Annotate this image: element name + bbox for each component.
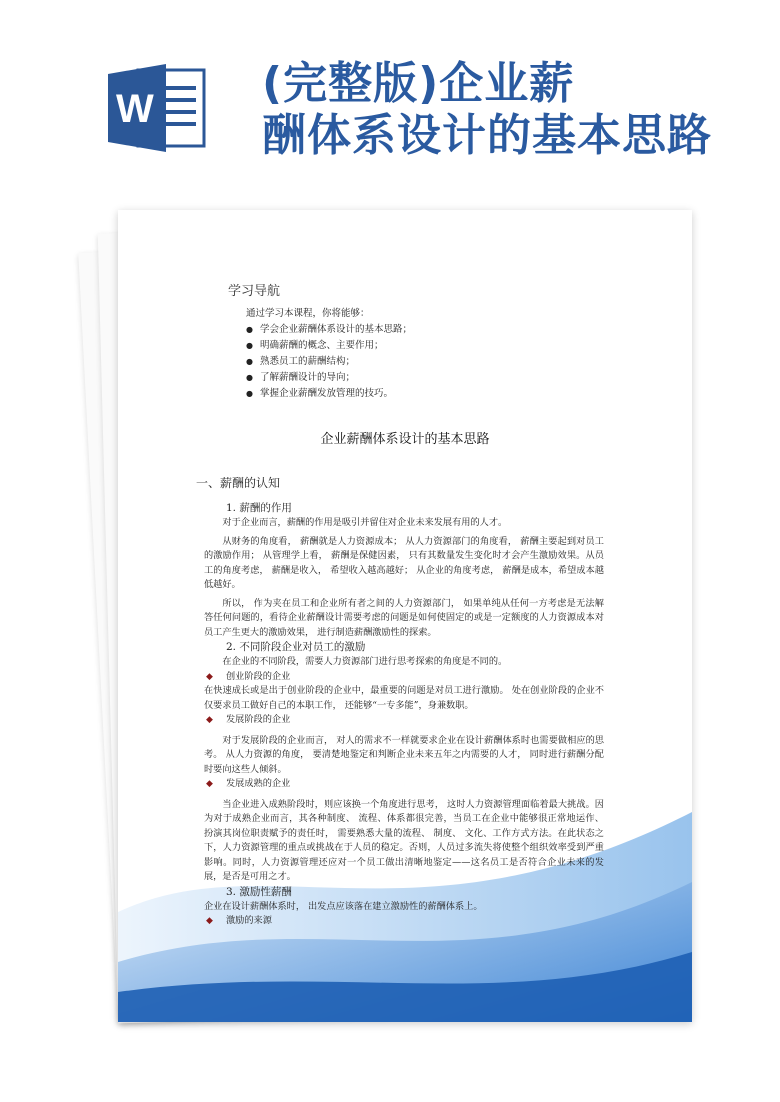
- objective-item: ● 明确薪酬的概念、主要作用；: [246, 338, 412, 354]
- document-title: 企业薪酬体系设计的基本思路: [320, 432, 490, 447]
- objective-item: ● 熟悉员工的薪酬结构；: [246, 354, 412, 370]
- objective-item: ● 掌握企业薪酬发放管理的技巧。: [246, 386, 412, 402]
- document-body: [196, 475, 604, 929]
- paragraph: 所以， 作为夹在员工和企业所有者之间的人力资源部门， 如果单纯从任何一方考虑是无法解答任何问题的，看待企业薪酬设计需要考虑的问题是如何使固定的或是一定额度的人力资源成本对员工产生更大的激励效果， 进行制造薪酬激励性的探索。: [204, 597, 604, 638]
- paragraph: 从财务的角度看， 薪酬就是人力资源成本； 从人力资源部门的角度看， 薪酬主要起到对员工的激励作用； 从管理学上看， 薪酬是保健因素， 只有其数量发生变化时才会产生激励效果。从员工的角度考虑， 薪酬是收入， 希望收入越高越好； 从企业的角度考虑， 薪酬是成本，希望成本越低越好。: [204, 535, 604, 590]
- title-line-2: 酬体系设计的基本思路: [262, 110, 712, 161]
- subsection-heading: 2. 不同阶段企业对员工的激励: [226, 641, 366, 653]
- paragraph: 对于企业而言，薪酬的作用是吸引并留住对企业未来发展有用的人才。: [222, 517, 508, 528]
- logo-letter: W: [116, 87, 154, 131]
- stage-item: ◆ 激励的来源: [204, 914, 604, 929]
- header-banner: [0, 0, 780, 200]
- paragraph: 在快速成长或是出于创业阶段的企业中，最重要的问题是对员工进行激励。 处在创业阶段的企业不仅要求员工做好自己的本职工作， 还能够“一专多能”，身兼数职。: [204, 685, 604, 711]
- objective-list: [246, 322, 412, 402]
- nav-heading: 学习导航: [228, 284, 281, 299]
- paragraph: 当企业进入成熟阶段时，则应该换一个角度进行思考， 这时人力资源管理面临着最大挑战。因为对于成熟企业而言，其各种制度、 流程、体系都很完善，当员工在企业中能够很正常地运作、 扮演其岗位职责赋予的责任时， 需要熟悉大量的流程、 制度、 文化、工作方式方法。在此状态之下，人力资源管理的重点或挑战在于人员的稳定。否则，人员过多流失将使整个组织效率受到严重影响。同时，人力资源管理还应对一个员工做出清晰地鉴定——这名员工是否符合企业未来的发展，是否是可用之才。: [204, 798, 604, 882]
- objective-item: ● 学会企业薪酬体系设计的基本思路；: [246, 322, 412, 338]
- stage-item: ◆ 创业阶段的企业: [204, 670, 604, 685]
- paragraph: 企业在设计薪酬体系时， 出发点应该落在建立激励性的薪酬体系上。: [204, 900, 483, 912]
- section-heading: 一、薪酬的认知: [196, 476, 281, 490]
- stage-item: ◆ 发展阶段的企业: [204, 713, 604, 728]
- paragraph: 对于发展阶段的企业而言， 对人的需求不一样就要求企业在设计薪酬体系时也需要做相应的思考。 从人力资源的角度， 要清楚地鉴定和判断企业未来五年之内需要的人才， 同时进行薪酬分配时要向这些人倾斜。: [204, 734, 604, 775]
- word-document-icon: [108, 64, 208, 152]
- subsection-heading: 3. 激励性薪酬: [226, 885, 292, 898]
- objective-item: ● 了解薪酬设计的导向；: [246, 370, 412, 386]
- document-page: [118, 210, 692, 1022]
- intro-text: 通过学习本课程，你将能够：: [246, 308, 370, 319]
- page-title: [262, 58, 712, 162]
- paragraph: 在企业的不同阶段，需要人力资源部门进行思考探索的角度是不同的。: [222, 656, 508, 667]
- subsection-heading: 1. 薪酬的作用: [226, 502, 292, 514]
- title-line-1: (完整版)企业薪: [262, 58, 575, 109]
- stage-item: ◆ 发展成熟的企业: [204, 777, 604, 792]
- learning-objectives: [246, 306, 412, 402]
